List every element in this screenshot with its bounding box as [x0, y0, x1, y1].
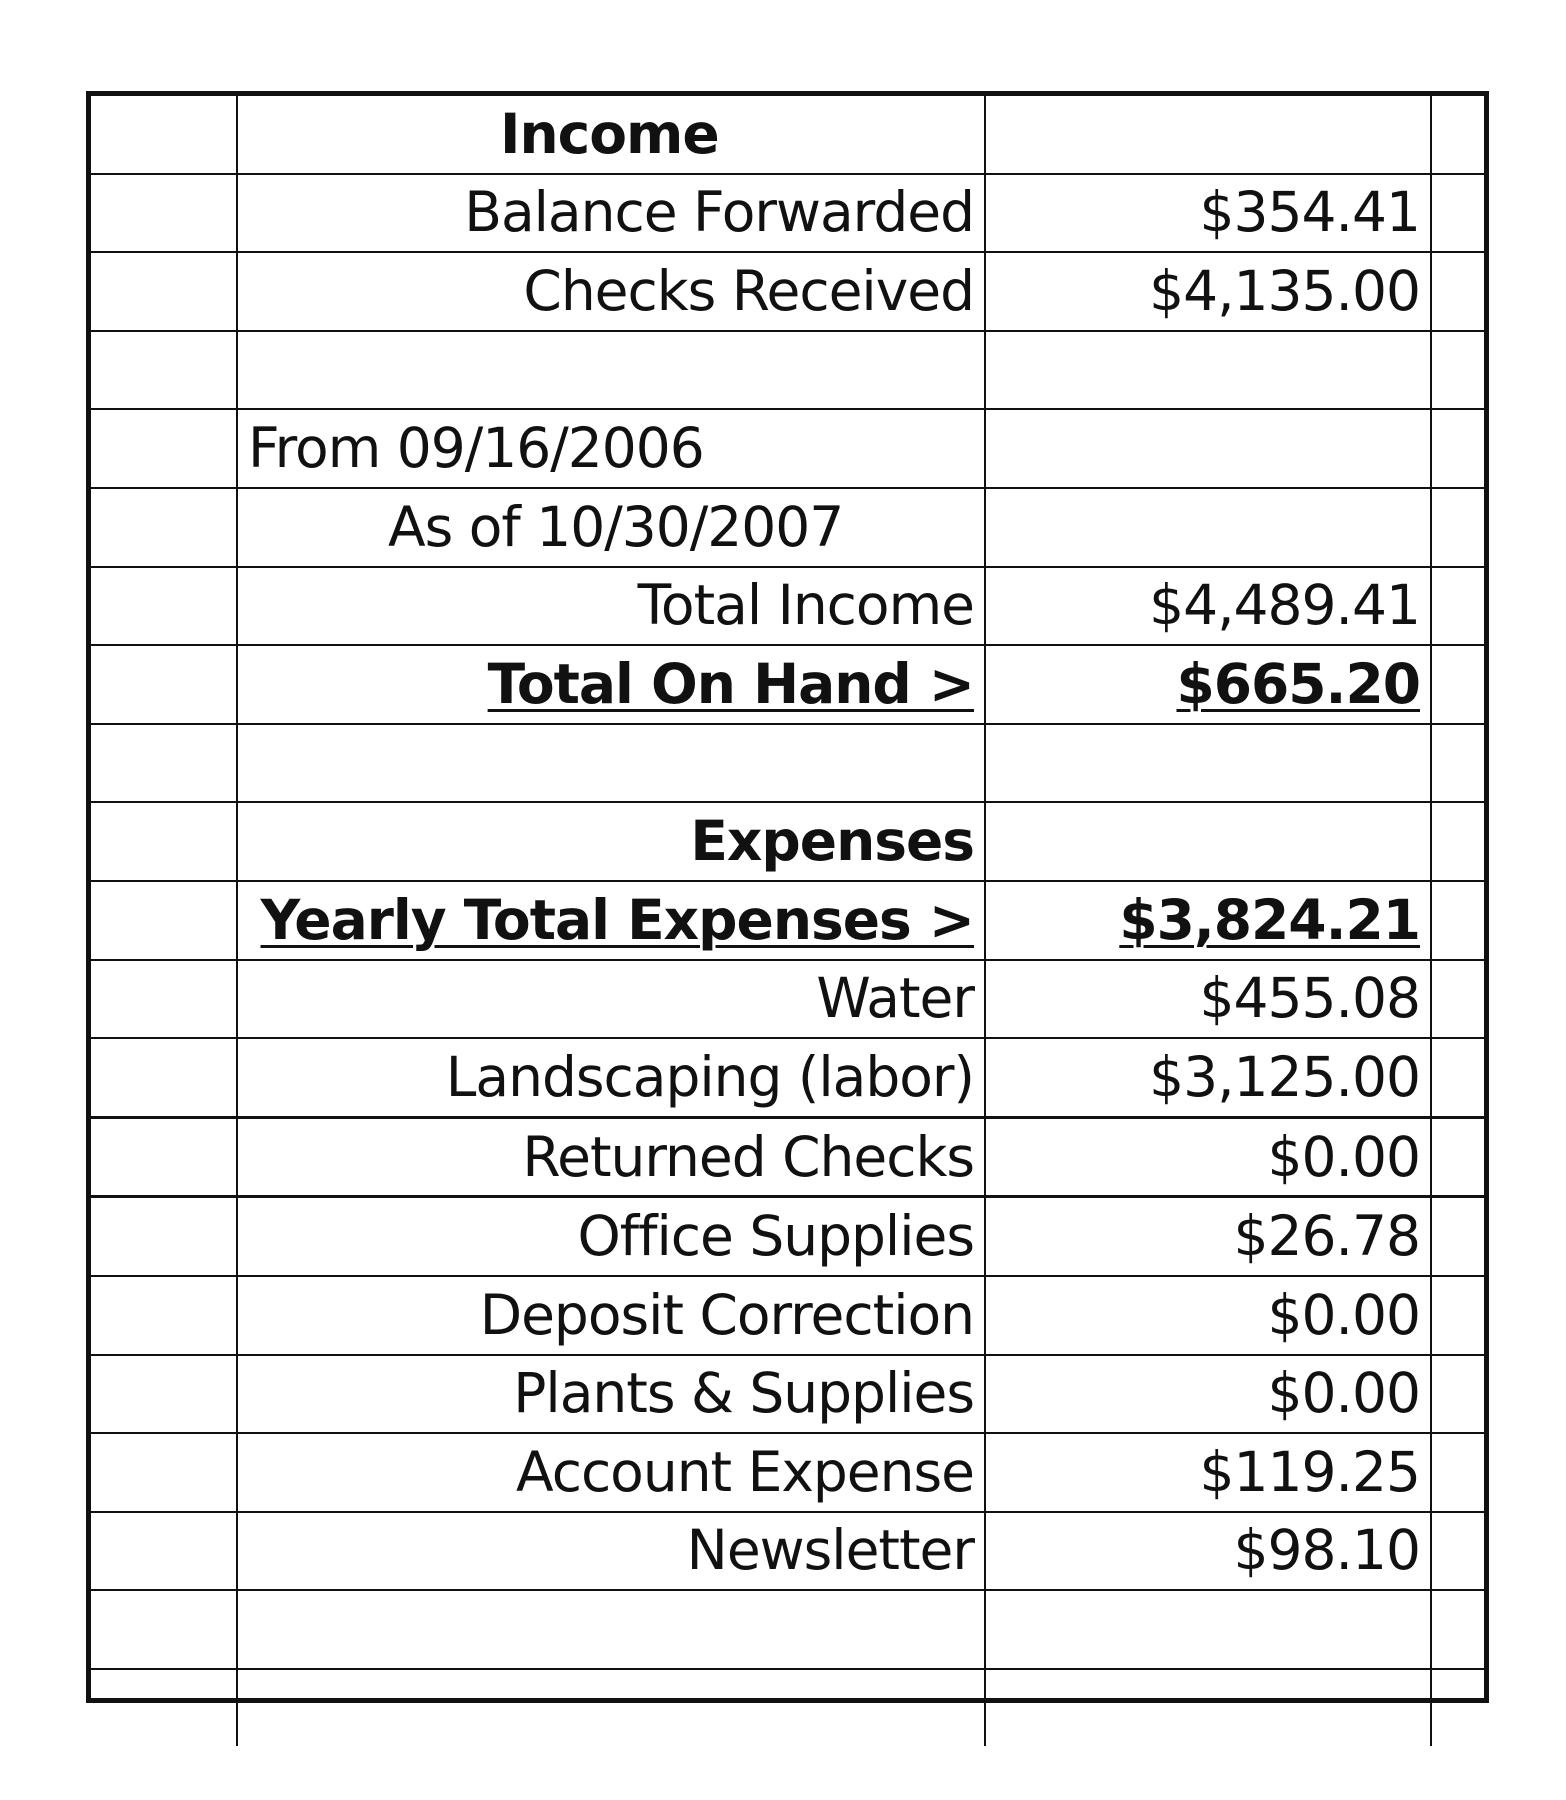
- table-row: [91, 1276, 1484, 1355]
- table-row: [91, 1433, 1484, 1512]
- table-row: [91, 567, 1484, 646]
- expense-value: $455.08: [985, 960, 1431, 1039]
- total-on-hand-label: Total On Hand >: [487, 651, 974, 716]
- checks-received-value: $4,135.00: [985, 252, 1431, 331]
- yearly-total-expenses-value: $3,824.21: [1119, 887, 1420, 952]
- ledger-table: [91, 96, 1484, 1746]
- table-row: [91, 1590, 1484, 1669]
- checks-received-label: Checks Received: [237, 252, 985, 331]
- expense-label: Landscaping (labor): [237, 1038, 985, 1117]
- table-row: [91, 1197, 1484, 1276]
- expense-label: Account Expense: [237, 1433, 985, 1512]
- table-row: [91, 252, 1484, 331]
- total-on-hand-value: $665.20: [1176, 651, 1420, 716]
- expense-value: $0.00: [985, 1276, 1431, 1355]
- from-date: From 09/16/2006: [237, 409, 985, 488]
- expense-value: $26.78: [985, 1197, 1431, 1276]
- expense-value: $98.10: [985, 1512, 1431, 1591]
- balance-forwarded-value: $354.41: [985, 174, 1431, 253]
- expense-label: Office Supplies: [237, 1197, 985, 1276]
- table-row: [91, 1355, 1484, 1434]
- yearly-total-expenses-label: Yearly Total Expenses >: [260, 887, 974, 952]
- table-row: [91, 174, 1484, 253]
- table-row: [91, 331, 1484, 410]
- table-row: [91, 802, 1484, 881]
- as-of-date: As of 10/30/2007: [237, 488, 985, 567]
- expense-label: Plants & Supplies: [237, 1355, 985, 1434]
- expense-value: $119.25: [985, 1433, 1431, 1512]
- expense-label: Deposit Correction: [237, 1276, 985, 1355]
- table-row: [91, 724, 1484, 803]
- table-row: [91, 488, 1484, 567]
- expense-value: $0.00: [985, 1117, 1431, 1197]
- table-row: [91, 881, 1484, 960]
- table-row: [91, 1117, 1484, 1197]
- ledger-sheet: [86, 91, 1489, 1703]
- expense-label: Newsletter: [237, 1512, 985, 1591]
- total-income-label: Total Income: [237, 567, 985, 646]
- expense-value: $0.00: [985, 1355, 1431, 1434]
- table-row: [91, 960, 1484, 1039]
- table-row: [91, 96, 1484, 174]
- table-row: [91, 1669, 1484, 1747]
- expenses-heading: Expenses: [237, 802, 985, 881]
- expense-label: Water: [237, 960, 985, 1039]
- table-row: [91, 1512, 1484, 1591]
- balance-forwarded-label: Balance Forwarded: [237, 174, 985, 253]
- expense-value: $3,125.00: [985, 1038, 1431, 1117]
- table-row: [91, 1038, 1484, 1117]
- income-heading: Income: [237, 96, 985, 174]
- total-income-value: $4,489.41: [985, 567, 1431, 646]
- table-row: [91, 409, 1484, 488]
- expense-label: Returned Checks: [237, 1117, 985, 1197]
- table-row: [91, 645, 1484, 724]
